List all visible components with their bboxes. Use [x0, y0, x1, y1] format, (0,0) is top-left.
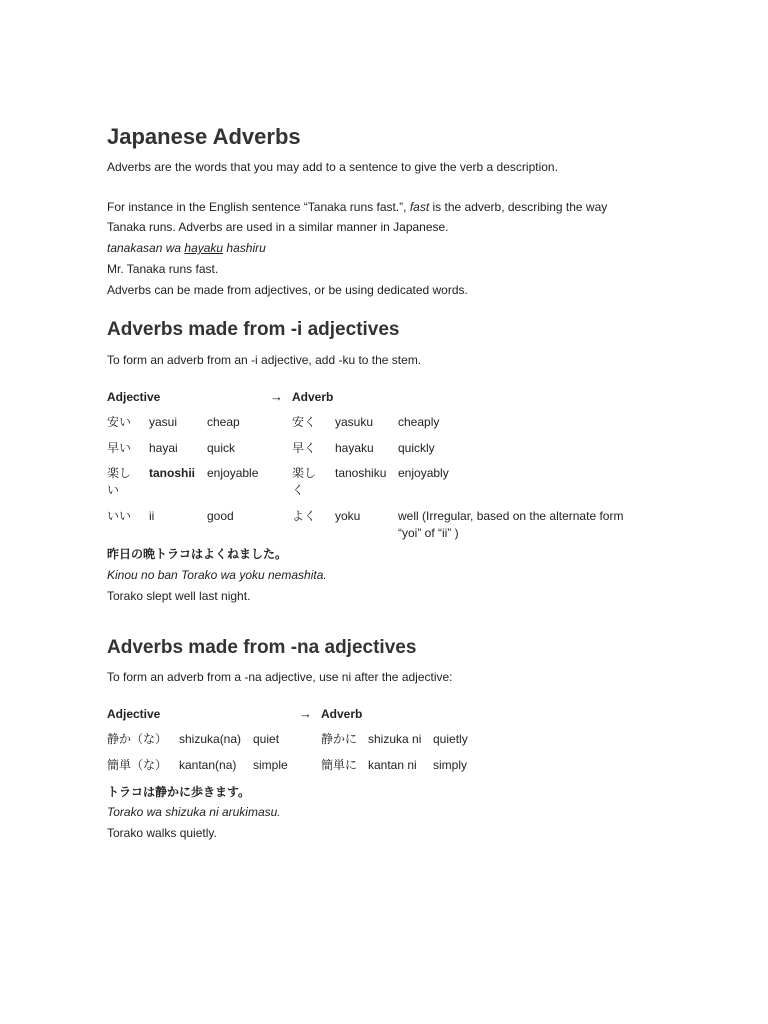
romaji-underlined: hayaku	[184, 241, 224, 255]
section-na-description: To form an adverb from a -na adjective, use ni after the adjective:	[107, 670, 453, 684]
table-cell: simply	[433, 758, 468, 772]
table-cell: cheap	[207, 415, 240, 429]
table-cell: kantan(na)	[179, 758, 237, 772]
table-cell: simple	[253, 758, 288, 772]
example-line-1-post: is the adverb, describing the way	[429, 200, 608, 214]
section-i-example-romaji: Kinou no ban Torako wa yoku nemashita.	[107, 568, 327, 582]
section-na-heading: Adverbs made from -na adjectives	[107, 637, 417, 658]
table-cell: 早く	[292, 441, 317, 455]
section-na-example-japanese: トラコは静かに歩きます。	[107, 785, 251, 799]
table-cell: yoku	[335, 509, 361, 523]
table-cell: quickly	[398, 441, 435, 455]
table-cell: tanoshii	[149, 466, 196, 480]
table-cell: 安い	[107, 415, 132, 429]
table-cell: 静かに	[321, 732, 358, 746]
table-cell: 楽しく	[292, 466, 317, 497]
table-cell: 早い	[107, 441, 132, 455]
table-cell: 簡単（な）	[107, 758, 168, 772]
arrow-icon: →	[270, 389, 283, 404]
example-line-1-emphasis: fast	[409, 200, 430, 214]
table-cell: quick	[207, 441, 236, 455]
table-cell: quiet	[253, 732, 280, 746]
table-cell: 簡単に	[321, 758, 358, 772]
example-romaji	[107, 238, 266, 258]
section-i-example-translation: Torako slept well last night.	[107, 589, 251, 603]
section-i-description: To form an adverb from an -i adjective, add -ku to the stem.	[107, 353, 422, 367]
table-cell: hayai	[149, 441, 178, 455]
table-cell: quietly	[433, 732, 468, 746]
romaji-post: hashiru	[223, 241, 266, 255]
table-cell: cheaply	[398, 415, 440, 429]
arrow-icon: →	[299, 706, 312, 721]
table-cell: shizuka ni	[368, 732, 422, 746]
example-line-1	[107, 197, 607, 217]
table-cell: enjoyably	[398, 466, 449, 480]
table-cell: 安く	[292, 415, 317, 429]
table-header-adverb: Adverb	[321, 707, 363, 721]
example-translation: Mr. Tanaka runs fast.	[107, 262, 219, 276]
example-line-2: Tanaka runs. Adverbs are used in a similar manner in Japanese.	[107, 220, 449, 234]
table-cell: yasuku	[335, 415, 374, 429]
intro-text: Adverbs are the words that you may add to a sentence to give the verb a description.	[107, 160, 558, 174]
section-na-example-romaji: Torako wa shizuka ni arukimasu.	[107, 805, 281, 819]
table-cell: yasui	[149, 415, 178, 429]
table-cell: tanoshiku	[335, 466, 387, 480]
table-header-adverb: Adverb	[292, 390, 334, 404]
example-line-1-pre: For instance in the English sentence “Tanaka runs fast.”,	[107, 200, 410, 214]
example-note: Adverbs can be made from adjectives, or be using dedicated words.	[107, 283, 468, 297]
table-cell: shizuka(na)	[179, 732, 242, 746]
table-cell: well (Irregular, based on the alternate form “yoi” of “ii” )	[398, 509, 624, 540]
page-title: Japanese Adverbs	[107, 124, 301, 149]
table-cell: hayaku	[335, 441, 374, 455]
table-cell: 楽しい	[107, 466, 132, 497]
table-cell: 静か（な）	[107, 732, 168, 746]
table-header-adjective: Adjective	[107, 390, 161, 404]
table-cell: kantan ni	[368, 758, 417, 772]
romaji-pre: tanakasan wa	[107, 241, 185, 255]
table-cell: enjoyable	[207, 466, 259, 480]
table-cell: ii	[149, 509, 155, 523]
table-header-adjective: Adjective	[107, 707, 161, 721]
table-cell: よく	[292, 509, 317, 523]
table-cell: good	[207, 509, 234, 523]
table-cell: いい	[107, 509, 132, 523]
section-i-heading: Adverbs made from -i adjectives	[107, 319, 400, 340]
section-na-example-translation: Torako walks quietly.	[107, 826, 217, 840]
section-i-example-japanese: 昨日の晩トラコはよくねました。	[107, 547, 288, 561]
